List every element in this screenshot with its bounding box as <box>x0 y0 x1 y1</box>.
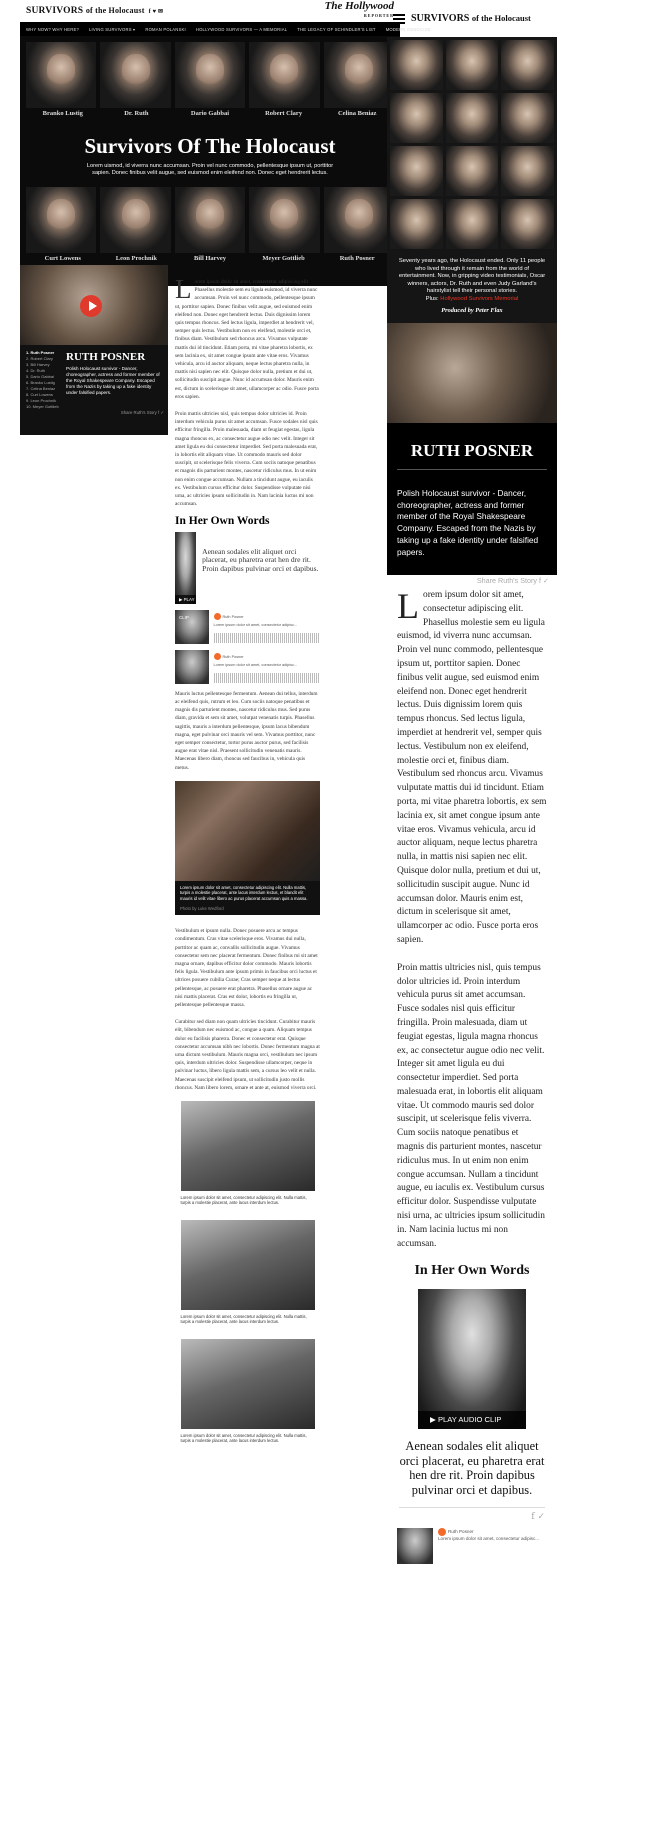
portrait[interactable] <box>26 187 96 253</box>
portrait-names-top <box>26 108 394 120</box>
portrait-row <box>390 40 554 90</box>
portrait-name[interactable]: Curt Lowens <box>44 255 81 262</box>
site-title-rest: of the Holocaust <box>85 6 145 15</box>
portrait-name[interactable]: Branko Lustig <box>42 110 83 117</box>
portrait[interactable] <box>249 42 319 108</box>
portrait-name[interactable]: Ruth Posner <box>339 255 375 262</box>
drop-cap: L <box>175 274 192 304</box>
waveform[interactable] <box>214 633 320 643</box>
portrait[interactable] <box>501 199 554 249</box>
photo-caption: Lorem ipsum dolor sit amet, consectetur adipiscing elit. Nulla mattis, turpis a molestie placerat, ante lacus interdum lectus, et blandit elit mauris id velit vitae libero ac purus placerat accumsan quis a massa. <box>180 884 308 901</box>
survivor-list-item[interactable]: 5. Dario Gabbai <box>26 374 55 379</box>
survivor-list-item[interactable]: 6. Branko Lustig <box>26 380 55 385</box>
divider <box>397 469 547 470</box>
survivor-list <box>20 345 62 435</box>
audio-widget[interactable] <box>438 1528 547 1564</box>
portrait[interactable] <box>175 187 245 253</box>
paragraph-text: orem ipsum dolor sit amet, consectetur adipiscing elit. Phasellus molestie sem eu ligula euismod, id viverra nunc accumsan. Proin vel nunc commodo, pellentesque ipsum ut, porttitor sapien. Donec finibus velit augue, sed euismod enim eleifend non. Donec eget hendrerit lectus. Duis dignissim lorem quis tempus rhoncus. Sed lectus ligula, imperdiet at hendrerit vel, semper quis lectus. Vestibulum non ex eleifend, molestie orci et, finibus diam. Vestibulum sed rhoncus arcu. Vivamus vulputate mattis dui id tincidunt. Etiam porta, mi vitae pharetra lobortis, ex sem lacinia ex, sit amet congue ipsum ante vitae eros. Vivamus vehicula, arcu id auctor aliquam, neque lectus pharetra nulla, in mattis nisi sapien nec elit. Quisque dolor nulla, pretium et dui ut, sollicitudin suscipit augue. Nunc id accumsan dolor. Mauris enim est, dictum in scelerisque sit amet, ullamcorper ac odio. Fusce porta eros sapien. <box>397 590 547 945</box>
archive-photo <box>181 1101 315 1191</box>
publisher-name: The Hollywood <box>324 0 394 12</box>
paragraph-text: orem ipsum dolor sit amet, consectetur adipiscing elit. Phasellus molestie sem eu ligula euismod, id viverra nunc accumsan. Proin vel nunc commodo, pellentesque ipsum ut, porttitor sapien. Donec finibus velit augue, sed euismod enim eleifend non. Donec eget hendrerit lectus. Duis dignissim lorem quis tempus rhoncus. Sed lectus ligula, imperdiet at hendrerit vel, semper quis lectus. Vestibulum non ex eleifend, molestie orci et, finibus diam. Vestibulum sed rhoncus arcu. Vivamus vulputate mattis dui id tincidunt. Etiam porta, mi vitae pharetra lobortis, ex sem lacinia ex, sit amet congue ipsum ante vitae eros. Vivamus vehicula, arcu id auctor aliquam, neque lectus pharetra nulla, in mattis nisi sapien nec elit. Quisque dolor nulla, pretium et dui ut, sollicitudin suscipit augue. Nunc id accumsan dolor. Mauris enim est, dictum in scelerisque sit amet, ullamcorper ac odio. Fusce porta eros sapien. <box>175 279 319 400</box>
portrait-row-bottom <box>26 187 394 253</box>
share-link[interactable]: Share Ruth's Story f ✓ <box>120 410 164 415</box>
portrait-name[interactable]: Dario Gabbai <box>190 110 230 117</box>
producer-credit: Produced by Peter Flax <box>441 307 503 314</box>
portrait-name[interactable]: Dr. Ruth <box>124 110 149 117</box>
portrait[interactable] <box>390 93 443 143</box>
portrait[interactable] <box>446 146 499 196</box>
portrait-row <box>390 146 554 196</box>
portrait[interactable] <box>324 42 394 108</box>
portrait[interactable] <box>100 187 170 253</box>
mobile-portrait-grid <box>387 37 557 323</box>
article-photo <box>175 781 320 881</box>
mobile-video[interactable] <box>387 323 557 423</box>
survivor-card <box>20 345 168 435</box>
archive-photo <box>181 1220 315 1310</box>
survivor-list-item[interactable]: 8. Curt Lowens <box>26 392 53 397</box>
portrait[interactable] <box>446 93 499 143</box>
audio-player <box>175 650 320 684</box>
article-paragraph <box>397 586 547 948</box>
pull-quote: Aenean sodales elit aliquet orci placerat, eu pharetra erat hen dre rit. Proin dapibus pulvinar orci et dapibus. <box>202 546 319 573</box>
survivor-name: RUTH POSNER <box>66 351 146 363</box>
portrait[interactable] <box>26 42 96 108</box>
survivor-list-item[interactable]: 9. Leon Prochnik <box>26 398 57 403</box>
portrait[interactable] <box>501 40 554 90</box>
mobile-logo[interactable] <box>411 13 531 24</box>
portrait[interactable] <box>390 199 443 249</box>
site-logo[interactable] <box>26 6 163 16</box>
audio-play-icon[interactable] <box>214 653 221 660</box>
audio-player <box>387 1522 557 1570</box>
desktop-article <box>175 274 320 1457</box>
nav-item[interactable]: WHY NOW? WHY HERE? <box>26 26 80 32</box>
plus-label: Plus: <box>425 295 439 302</box>
mobile-survivor-card <box>387 423 557 586</box>
survivor-desc: Polish Holocaust survivor - Dancer, choreographer, actress and former member of the Royal Shakespeare Company. Escaped from the Nazis by taking up a fake identity under falsified papers. <box>397 488 539 557</box>
audio-artist: Ruth Posner <box>222 654 244 659</box>
audio-play-icon[interactable] <box>214 613 221 620</box>
portrait[interactable] <box>390 40 443 90</box>
survivor-list-item[interactable]: 7. Celina Beniaz <box>26 386 56 391</box>
mobile-intro <box>390 252 554 307</box>
own-words-heading: In Her Own Words <box>414 1263 530 1279</box>
portrait[interactable] <box>446 40 499 90</box>
site-title-rest: of the Holocaust <box>471 13 531 23</box>
hero-title: Survivors Of The Holocaust <box>84 134 336 158</box>
desktop-nav <box>20 22 431 36</box>
audio-title: Lorem ipsum dolor sit amet, consectetur adipisc... <box>213 662 298 667</box>
memorial-link[interactable]: Hollywood Survivors Memorial <box>440 295 519 302</box>
hollywood-reporter-logo[interactable] <box>325 2 394 20</box>
article-paragraph <box>175 274 320 401</box>
desktop-header <box>20 0 400 22</box>
portrait-row <box>390 199 554 249</box>
mobile-mockup <box>387 0 557 1831</box>
survivor-name: RUTH POSNER <box>410 441 534 460</box>
audio-player <box>175 610 320 644</box>
social-icons[interactable]: f ♥ ✉ <box>148 9 164 15</box>
video-player[interactable] <box>20 265 168 345</box>
photo-caption-box <box>175 881 320 915</box>
audio-widget[interactable] <box>214 610 320 644</box>
portrait-row-top <box>26 42 394 108</box>
pull-quote: Aenean sodales elit aliquet orci placerat, eu pharetra erat hen dre rit. Proin dapibus pulvinar orci et dapibus. <box>399 1439 545 1497</box>
nav-item[interactable]: ROMAN POLANSKI <box>145 26 186 32</box>
article-paragraph: Proin mattis ultricies nisl, quis tempus dolor ultricies id. Proin interdum vehicula purus sit amet accumsan. Fusce sodales nisl quis efficitur fringilla. Proin malesuada, diam ut feugiat egestas, ligula magna rhoncus ex, ac consectetur augue odio nec velit. Integer sit amet ligula eu dui consectetur imperdiet. Sed porta malesuada erat, in lobortis elit aliquam vitae. Ut commodo mauris sed dolor suscipit, ut scelerisque felis viverra. Cum sociis natoque penatibus et magnis dis parturient montes, nascetur ridiculus mus. In ut enim non enim congue accumsan. Nullam a tincidunt augue, eu iaculis ex. Vestibulum cursus efficitur dolor. Suspendisse vulputate nisi urna, ac ultricies ipsum sollicitudin in. Nam lacinia luctus mi non accumsan. <box>175 411 318 508</box>
play-icon[interactable] <box>80 295 102 317</box>
survivor-card-main <box>62 345 168 435</box>
survivor-list-item[interactable]: 3. Bill Harvey <box>26 362 50 367</box>
publisher-sub: REPORTER <box>363 13 394 18</box>
survivor-list-item[interactable]: 1. Ruth Posner <box>26 350 55 355</box>
mobile-header <box>387 0 557 37</box>
quote-photo <box>175 532 196 620</box>
portrait[interactable] <box>175 42 245 108</box>
play-audio-button[interactable]: ▶ PLAY AUDIO CLIP <box>418 1411 526 1429</box>
portrait[interactable] <box>501 146 554 196</box>
survivor-list-item[interactable]: 4. Dr. Ruth <box>26 368 46 373</box>
audio-widget[interactable] <box>214 650 320 684</box>
menu-icon[interactable] <box>393 14 405 24</box>
survivor-desc: Polish Holocaust survivor - Dancer, choreographer, actress and former member of the Royal Shakespeare Company. Escaped from the Nazis by taking up a fake identity under falsified papers. <box>66 366 160 395</box>
article-paragraph: Mauris luctus pellentesque fermentum. Aenean dui tellus, interdum ac eleifend quis, rutrum et leo. Cum sociis natoque penatibus et magnis dis parturient montes, nascetur ridiculus mus. Sed purus diam, gravida et sem sit amet, volutpat venenatis turpis. Phasellus sagittis, mauris a interdum pellentesque, ipsum lacus bibendum magna, eget pulvinar orci mauris vel sem. Vivamus porttitor, nunc eget semper consectetur, tortor purus auctor purus, sed facilisis augue erat vitae nisl. Praesent sollicitudin venenatis mauris. Maecenas libero diam, rhoncus sed faucibus in, vehicula quis metus. <box>175 690 318 771</box>
social-icons[interactable]: f ✓ <box>531 1512 545 1523</box>
portrait[interactable] <box>249 187 319 253</box>
archive-caption: Lorem ipsum dolor sit amet, consectetur adipiscing elit. Nulla mattis, turpis a molestie placerat, ante lacus interdum lectus. <box>180 1313 307 1325</box>
portrait-name[interactable]: Leon Prochnik <box>115 255 157 262</box>
nav-item[interactable]: LIVING SURVIVORS ▾ <box>89 26 136 32</box>
audio-thumb <box>397 1528 433 1564</box>
hero <box>20 36 400 286</box>
portrait-name[interactable]: Bill Harvey <box>194 255 226 262</box>
portrait-name[interactable]: Celina Beniaz <box>337 110 377 117</box>
portrait-name[interactable]: Robert Clary <box>265 110 303 117</box>
play-audio-button[interactable]: ▶ PLAY AUDIO CLIP <box>175 595 196 604</box>
intro-text: Seventy years ago, the Holocaust ended. Only 11 people who lived through it remain from the world of entertainment. Now, in gripping video testimonials, Oscar winners, actors, Dr. Ruth and even Judy Garland's hairstylist tell their personal stories. <box>398 258 546 294</box>
desktop-mockup <box>20 0 431 1831</box>
audio-title: Lorem ipsum dolor sit amet, consectetur adipisc... <box>438 1536 540 1542</box>
mobile-article <box>387 575 557 1251</box>
archive-photo <box>181 1339 315 1429</box>
portrait[interactable] <box>501 93 554 143</box>
photo-credit: Photo by Luke Wedford <box>180 905 224 911</box>
audio-artist: Ruth Posner <box>448 1529 474 1535</box>
hero-subtitle: Lorem uismod, id viverra nunc accumsan. Proin vel nunc commodo, pellentesque ipsum ut, porttitor sapien. Donec finibus velit augue, sed euismod enim eleifend non. Donec eget hendrerit lectus. <box>86 163 334 176</box>
survivor-list-item[interactable]: 10. Meyer Gottlieb <box>26 404 59 409</box>
site-title-main: SURVIVORS <box>411 13 470 24</box>
article-paragraph: Curabitur sed diam non quam ultricies tincidunt. Curabitur mauris elit, bibendum nec euismod ac, congue a quam. Aliquam tempus dolor eu facilisis pharetra. Donec et consectetur erat. Quisque consectetur accumsan nibh nec lobortis. Donec fermentum magna at urna dictum vestibulum. Mauris magna orci, vestibulum nec ipsum quis, interdum ultricies dolor. Suspendisse ullamcorper, neque in pulvinar luctus, libero ligula mattis sem, a cursus leo velit et nulla. Maecenas suscipit eleifend ipsum, ut sollicitudin justo mollis rhoncus. Nam libero lorem, ornare et ante at, euismod viverra orci. <box>175 1019 320 1091</box>
survivor-list-item[interactable]: 2. Robert Clary <box>26 356 53 361</box>
portrait[interactable] <box>100 42 170 108</box>
portrait-name[interactable]: Meyer Gottlieb <box>262 255 305 262</box>
portrait[interactable] <box>390 146 443 196</box>
share-link[interactable]: Share Ruth's Story f ✓ <box>476 576 549 586</box>
portrait-row <box>390 93 554 143</box>
article-paragraph: Proin mattis ultricies nisl, quis tempus dolor ultricies id. Proin interdum vehicula purus sit amet accumsan. Fusce sodales nisl quis efficitur fringilla. Proin malesuada, diam ut feugiat egestas, ligula magna rhoncus ex, ac consectetur augue odio nec velit. Integer sit amet ligula eu dui consectetur imperdiet. Sed porta malesuada erat, in lobortis elit aliquam vitae. Ut commodo mauris sed dolor suscipit, ut scelerisque felis viverra. Cum sociis natoque penatibus et magnis dis parturient montes, nascetur ridiculus mus. In ut enim non enim congue accumsan. Nullam a tincidunt augue, eu iaculis ex. Vestibulum cursus efficitur dolor. Suspendisse vulputate nisi urna, ac ultricies ipsum sollicitudin in. Nam lacinia luctus mi non accumsan. <box>397 962 545 1249</box>
portrait[interactable] <box>446 199 499 249</box>
audio-thumb <box>175 650 209 684</box>
audio-title: Lorem ipsum dolor sit amet, consectetur adipisc... <box>213 622 298 627</box>
waveform[interactable] <box>214 673 320 683</box>
audio-artist: Ruth Posner <box>222 614 244 619</box>
drop-cap: L <box>397 586 419 626</box>
portrait[interactable] <box>324 187 394 253</box>
nav-item[interactable]: THE LEGACY OF SCHINDLER'S LIST <box>297 26 376 32</box>
divider <box>399 1507 545 1508</box>
portrait-names-bottom <box>26 253 394 265</box>
nav-item[interactable]: MODERN GENOCIDE <box>385 26 431 32</box>
archive-caption: Lorem ipsum dolor sit amet, consectetur adipiscing elit. Nulla mattis, turpis a molestie placerat, ante lacus interdum lectus. <box>180 1194 307 1206</box>
own-words-heading: In Her Own Words <box>175 515 270 528</box>
site-title-main: SURVIVORS <box>26 6 84 16</box>
quote-photo <box>418 1289 526 1429</box>
audio-play-icon[interactable] <box>438 1528 446 1536</box>
article-paragraph: Vestibulum et ipsum nulla. Donec posuere arcu ac tempus condimentum. Cras vitae scelerisque eros. Vivamus dui nulla, porttitor ac quam ac, convallis sollicitudin augue. Vivamus consectetur sem nec placerat fermentum. Donec finibus mi sit amet magna ornare, dapibus efficitur dolor commodo. Mauris lobortis felis ligula. Vestibulum ante ipsum primis in faucibus orci luctus et ultrices posuere cubilia Curae; Cras semper neque at lectus pellentesque, ac posuere erat pharetra. Phasellus ornare augue ac nisi mattis placerat. Cras est dolor, lobortis eu fringilla ut, pellentesque pellentesque massa. <box>175 928 318 1008</box>
nav-item[interactable]: HOLLYWOOD SURVIVORS — A MEMORIAL <box>195 26 288 32</box>
archive-caption: Lorem ipsum dolor sit amet, consectetur adipiscing elit. Nulla mattis, turpis a molestie placerat, ante lacus interdum lectus. <box>180 1432 307 1443</box>
